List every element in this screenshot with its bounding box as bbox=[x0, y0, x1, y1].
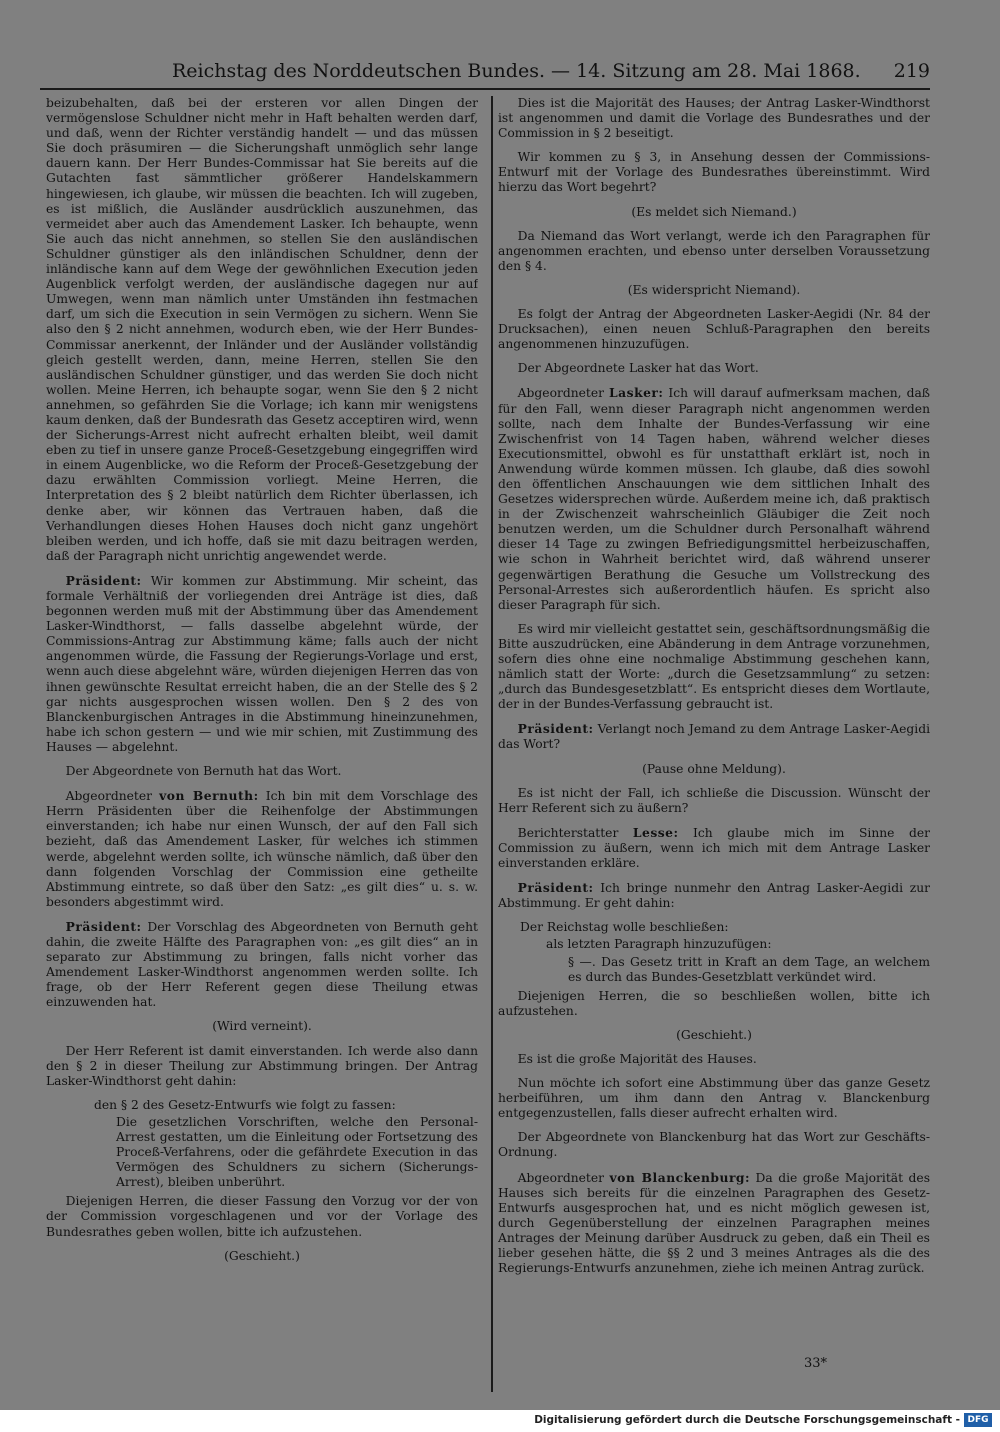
credit-text: Digitalisierung gefördert durch die Deutsche Forschungsgemeinschaft - bbox=[534, 1414, 960, 1426]
speaker-name: von Bernuth: bbox=[159, 788, 259, 804]
stage-direction bbox=[498, 283, 930, 298]
stage-direction bbox=[46, 1019, 478, 1034]
paragraph-text: Nun möchte ich sofort eine Abstimmung über das ganze Gesetz herbeiführen, um ihm dann den Antrag v. Blanckenburg entgegenzustellen, falls dieser aufrecht erhalten wird. bbox=[498, 1076, 930, 1121]
paragraph-text: Dies ist die Majorität des Hauses; der Antrag Lasker-Windthorst ist angenommen und damit die Vorlage des Bundesrathes und der Commission in § 2 beseitigt. bbox=[498, 96, 930, 141]
column-divider bbox=[491, 96, 493, 1392]
paragraph bbox=[546, 937, 930, 952]
speech-paragraph bbox=[46, 573, 478, 755]
paragraph-text: Diejenigen Herren, die so beschließen wollen, bitte ich aufzustehen. bbox=[498, 988, 930, 1018]
paragraph bbox=[498, 786, 930, 816]
speaker-role: Abgeordneter bbox=[517, 386, 610, 401]
paragraph-text: Ich will darauf aufmerksam machen, daß für den Fall, wenn dieser Paragraph nicht angenommen werden sollte, nach dem Inhalte der Bundes-Verfassung wir eine Zwischenfrist von 14 Tagen haben, während welcher dieses Executionsmittel, obwohl es für unstatthaft erklärt ist, noch in Anwendung würde kommen müssen. Ich glaube, daß dies sowohl den öffentlichen Anschauungen wie dem sittlichen Inhalt des Gesetzes widersprechen würde. Außerdem meine ich, daß praktisch in der Zwischenzeit wahrscheinlich Gläubiger die Zeit noch benutzen werden, um die Schuldner durch Personalhaft während dieser 14 Tage zu zwingen Befriedigungsmittel herbeizuschaffen, wie schon in Wahrheit berichtet wird, daß während unserer gegenwärtigen Berathung die Gesuche um Vollstreckung des Personal-Arrestes sich außerordentlich häufen. Es spricht also dieser Paragraph für sich. bbox=[498, 386, 930, 612]
paragraph-text: (Es widerspricht Niemand). bbox=[627, 282, 801, 297]
paragraph-text: Es folgt der Antrag der Abgeordneten Lasker-Aegidi (Nr. 84 der Drucksachen), einen neuen Schluß-Paragraphen den bereits angenommenen hinzuzufügen. bbox=[498, 307, 930, 352]
paragraph-text: (Pause ohne Meldung). bbox=[642, 761, 786, 776]
paragraph-text: Wir kommen zu § 3, in Ansehung dessen der Commissions-Entwurf mit der Vorlage des Bundesrathes übereinstimmt. Wird hierzu das Wort begehrt? bbox=[498, 150, 930, 195]
paragraph-text: (Geschieht.) bbox=[676, 1027, 752, 1042]
paragraph bbox=[498, 622, 930, 713]
paragraph-text: Die gesetzlichen Vorschriften, welche den Personal-Arrest gestatten, um die Einleitung oder Fortsetzung des Proceß-Verfahrens, oder die gefährdete Execution in das Vermögen des Schuldners zu sichern (Sicherungs-Arrest), bleiben unberührt. bbox=[116, 1114, 478, 1190]
paragraph bbox=[46, 1044, 478, 1089]
paragraph-text: (Wird verneint). bbox=[212, 1019, 312, 1034]
paragraph-text: Der Reichstag wolle beschließen: bbox=[520, 920, 729, 935]
paragraph-text: Ich bin mit dem Vorschlage des Herrn Präsidenten über die Reihenfolge der Abstimmungen einverstanden; ich habe nur einen Wunsch, der auf den Fall sich bezieht, daß das Amendement Lasker, für welches ich stimmen werde, abgelehnt werden sollte, ich wünsche nämlich, daß über den dann folgenden Vorschlag der Commission eine getheilte Abstimmung eintrete, so daß über den Satz: „es gilt dies“ u. s. w. besonders abgestimmt wird. bbox=[46, 789, 478, 909]
paragraph-text: Es wird mir vielleicht gestattet sein, geschäftsordnungsmäßig die Bitte auszudrücken, eine Abänderung in dem Antrage vorzunehmen, sofern dies ohne eine nochmalige Abstimmung geschehen kann, nämlich statt der Worte: „durch die Gesetzsammlung“ zu setzen: „durch das Bundesgesetzblatt“. Es entspricht dieses dem Wortlaute, der in der Bundes-Verfassung gebraucht ist. bbox=[498, 621, 930, 712]
paragraph bbox=[46, 96, 478, 564]
signature-mark: 33* bbox=[804, 1356, 828, 1371]
speech-paragraph bbox=[498, 1170, 930, 1277]
paragraph-text: Der Vorschlag des Abgeordneten von Bernuth geht dahin, die zweite Hälfte des Paragraphen von: „es gilt dies“ an in separato zur Abstimmung zu bringen, falls nicht vorher das Amendement Lasker-Windthorst angenommen werden sollte. Ich frage, ob der Herr Referent gegen diese Theilung etwas einzuwenden hat. bbox=[46, 919, 478, 1010]
paragraph bbox=[498, 1052, 930, 1067]
paragraph-text: Der Abgeordnete von Blanckenburg hat das Wort zur Geschäfts-Ordnung. bbox=[498, 1130, 930, 1160]
paragraph bbox=[498, 1076, 930, 1121]
paragraph-text: Diejenigen Herren, die dieser Fassung den Vorzug vor der von der Commission vorgeschlagenen und vor der Vorlage des Bundesrathes geben wollen, bitte ich aufzustehen. bbox=[46, 1194, 478, 1239]
paragraph-text: Wir kommen zur Abstimmung. Mir scheint, das formale Verhältniß der vorliegenden drei Anträge ist dies, daß begonnen werden muß mit der Abstimmung über das Amendement Lasker-Windthorst, — falls dasselbe abgelehnt würde, der Commissions-Antrag zur Abstimmung käme; falls auch der nicht angenommen würde, die Fassung der Regierungs-Vorlage und erst, wenn auch diese abgelehnt wäre, würden diejenigen Herren das von ihnen gewünschte Resultat erreicht haben, die an der Stelle des § 2 gar nichts ausgesprochen wissen wollen. Den § 2 des von Blanckenburgischen Antrages in die Abstimmung hineinzunehmen, habe ich schon gestern — und wie mir schien, mit Zustimmung des Hauses — abgelehnt. bbox=[46, 573, 478, 754]
stage-direction bbox=[498, 1028, 930, 1043]
paragraph bbox=[498, 361, 930, 376]
paragraph-text: § —. Das Gesetz tritt in Kraft an dem Tage, an welchem es durch das Bundes-Gesetzblatt verkündet wird. bbox=[568, 954, 930, 984]
paragraph bbox=[94, 1098, 478, 1113]
speech-paragraph bbox=[46, 919, 478, 1011]
paragraph bbox=[498, 989, 930, 1019]
speaker-name: Lesse: bbox=[632, 824, 679, 840]
page-number: 219 bbox=[893, 60, 930, 82]
paragraph bbox=[46, 1194, 478, 1239]
paragraph-text: Der Abgeordnete Lasker hat das Wort. bbox=[517, 361, 759, 376]
speaker-name: Lasker: bbox=[609, 385, 664, 401]
paragraph bbox=[520, 920, 930, 935]
speaker-role: Berichterstatter bbox=[517, 825, 633, 840]
paragraph bbox=[568, 955, 930, 985]
speech-paragraph bbox=[498, 880, 930, 911]
speech-paragraph bbox=[498, 721, 930, 752]
stage-direction bbox=[498, 205, 930, 220]
speech-paragraph bbox=[498, 385, 930, 612]
running-header bbox=[40, 58, 930, 88]
dfg-logo: DFG bbox=[964, 1413, 992, 1427]
paragraph-text: Der Abgeordnete von Bernuth hat das Wort. bbox=[65, 764, 342, 779]
speaker-role: Abgeordneter bbox=[517, 1170, 610, 1185]
speaker-name: Präsident: bbox=[517, 721, 594, 737]
paragraph-text: als letzten Paragraph hinzuzufügen: bbox=[546, 937, 772, 952]
paragraph-text: (Geschieht.) bbox=[224, 1248, 300, 1263]
speech-paragraph bbox=[498, 825, 930, 871]
paragraph bbox=[498, 1130, 930, 1160]
stage-direction bbox=[46, 1249, 478, 1264]
paragraph-text: Ich glaube mich im Sinne der Commission zu äußern, wenn ich mich mit dem Antrage Lasker einverstanden erkläre. bbox=[498, 825, 930, 871]
right-column bbox=[498, 96, 930, 1386]
header-title: Reichstag des Norddeutschen Bundes. — 14. Sitzung am 28. Mai 1868. bbox=[172, 60, 861, 82]
paragraph-text: Es ist die große Majorität des Hauses. bbox=[517, 1051, 757, 1066]
speech-paragraph bbox=[46, 788, 478, 910]
paragraph-text: Ich bringe nunmehr den Antrag Lasker-Aegidi zur Abstimmung. Er geht dahin: bbox=[498, 881, 930, 911]
paragraph-text: Der Herr Referent ist damit einverstanden. Ich werde also dann den § 2 in dieser Theilung zur Abstimmung bringen. Der Antrag Lasker-Windthorst geht dahin: bbox=[46, 1043, 478, 1088]
paragraph-text: Verlangt noch Jemand zu dem Antrage Lasker-Aegidi das Wort? bbox=[498, 722, 930, 752]
paragraph bbox=[498, 150, 930, 195]
paragraph-text: (Es meldet sich Niemand.) bbox=[631, 204, 797, 219]
paragraph bbox=[498, 229, 930, 274]
paragraph bbox=[498, 307, 930, 352]
paragraph-text: Da die große Majorität des Hauses sich bereits für die einzelnen Paragraphen des Gesetz-Entwurfs ausgesprochen hat, und es nicht möglich gewesen ist, durch Gegenüberstellung der einzelnen Paragraphen meines Antrages der Meinung darüber Ausdruck zu geben, daß ein Theil es lieber gesehen hätte, die §§ 2 und 3 meines Antrages als die des Regierungs-Entwurfs anzunehmen, ziehe ich meinen Antrag zurück. bbox=[498, 1170, 930, 1276]
digitization-credit-bar bbox=[0, 1410, 1000, 1432]
speaker-name: von Blanckenburg: bbox=[609, 1169, 751, 1185]
speaker-role: Abgeordneter bbox=[65, 789, 160, 804]
paragraph-text: beizubehalten, daß bei der ersteren vor allen Dingen der vermögenslose Schuldner nicht mehr in Haft behalten werden darf, und daß, wenn der Richter verständig handelt — und das müssen Sie doch präsumiren — die Sicherungshaft unmöglich sehr lange dauern kann. Der Herr Bundes-Commissar hat Sie bereits auf die Gutachten fast sämmtlicher größerer Handelskammern hingewiesen, ich glaube, wir müssen die beachten. Ich will zugeben, es ist mißlich, die Ausländer ausdrücklich auszunehmen, das vermeidet aber auch das Amendement Lasker. Ich behaupte, wenn Sie auch das nicht annehmen, so stellen Sie den ausländischen Schuldner günstiger als den inländischen Schuldner, denn der inländische kann auf dem Wege der gewöhnlichen Execution jeden Augenblick verfolgt werden, der ausländische dagegen nur auf Umwegen, wenn man nämlich unter Umständen ihn festmachen darf, um sich die Execution in sein Vermögen zu sichern. Wenn Sie also den § 2 nicht annehmen, wodurch eben, wie der Herr Bundes-Commissar anerkennt, der Inländer und der Ausländer vollständig gleich gestellt werden, dann, meine Herren, stellen Sie den ausländischen Schuldner günstiger, und das werden Sie doch nicht wollen. Meine Herren, ich behaupte sogar, wenn Sie den § 2 nicht annehmen, so gefährden Sie die Vorlage; ich kann mir wenigstens kaum denken, daß der Bundesrath das Gesetz acceptiren wird, wenn der Sicherungs-Arrest nicht aufrecht erhalten bleibt, weil damit eben zu tief in unsere ganze Proceß-Gesetzgebung eingegriffen wird in einem Augenblicke, wo die Reform der Proceß-Gesetzgebung der dazu erwählten Commission vorliegt. Meine Herren, die Interpretation des § 2 bleibt natürlich dem Richter überlassen, ich denke aber, wir können das Vertrauen haben, daß die Verhandlungen dieses Hohen Hauses doch nicht ganz ungehört bleiben werden, und ich hoffe, daß sie mit dazu beitragen werden, daß der Paragraph nicht unrichtig angewendet werde. bbox=[46, 96, 478, 563]
speaker-name: Präsident: bbox=[65, 918, 142, 934]
speaker-name: Präsident: bbox=[517, 880, 594, 896]
paragraph bbox=[498, 96, 930, 141]
paragraph-text: Es ist nicht der Fall, ich schließe die Discussion. Wünscht der Herr Referent sich zu äußern? bbox=[498, 785, 930, 815]
paragraph-text: den § 2 des Gesetz-Entwurfs wie folgt zu fassen: bbox=[94, 1097, 396, 1112]
paragraph-text: Da Niemand das Wort verlangt, werde ich den Paragraphen für angenommen erachten, und ebenso unter derselben Voraussetzung den § 4. bbox=[498, 228, 930, 273]
header-rule bbox=[40, 88, 930, 90]
left-column bbox=[46, 96, 478, 1386]
stage-direction bbox=[498, 762, 930, 777]
paragraph bbox=[46, 764, 478, 779]
speaker-name: Präsident: bbox=[65, 572, 142, 588]
paragraph bbox=[116, 1115, 478, 1190]
